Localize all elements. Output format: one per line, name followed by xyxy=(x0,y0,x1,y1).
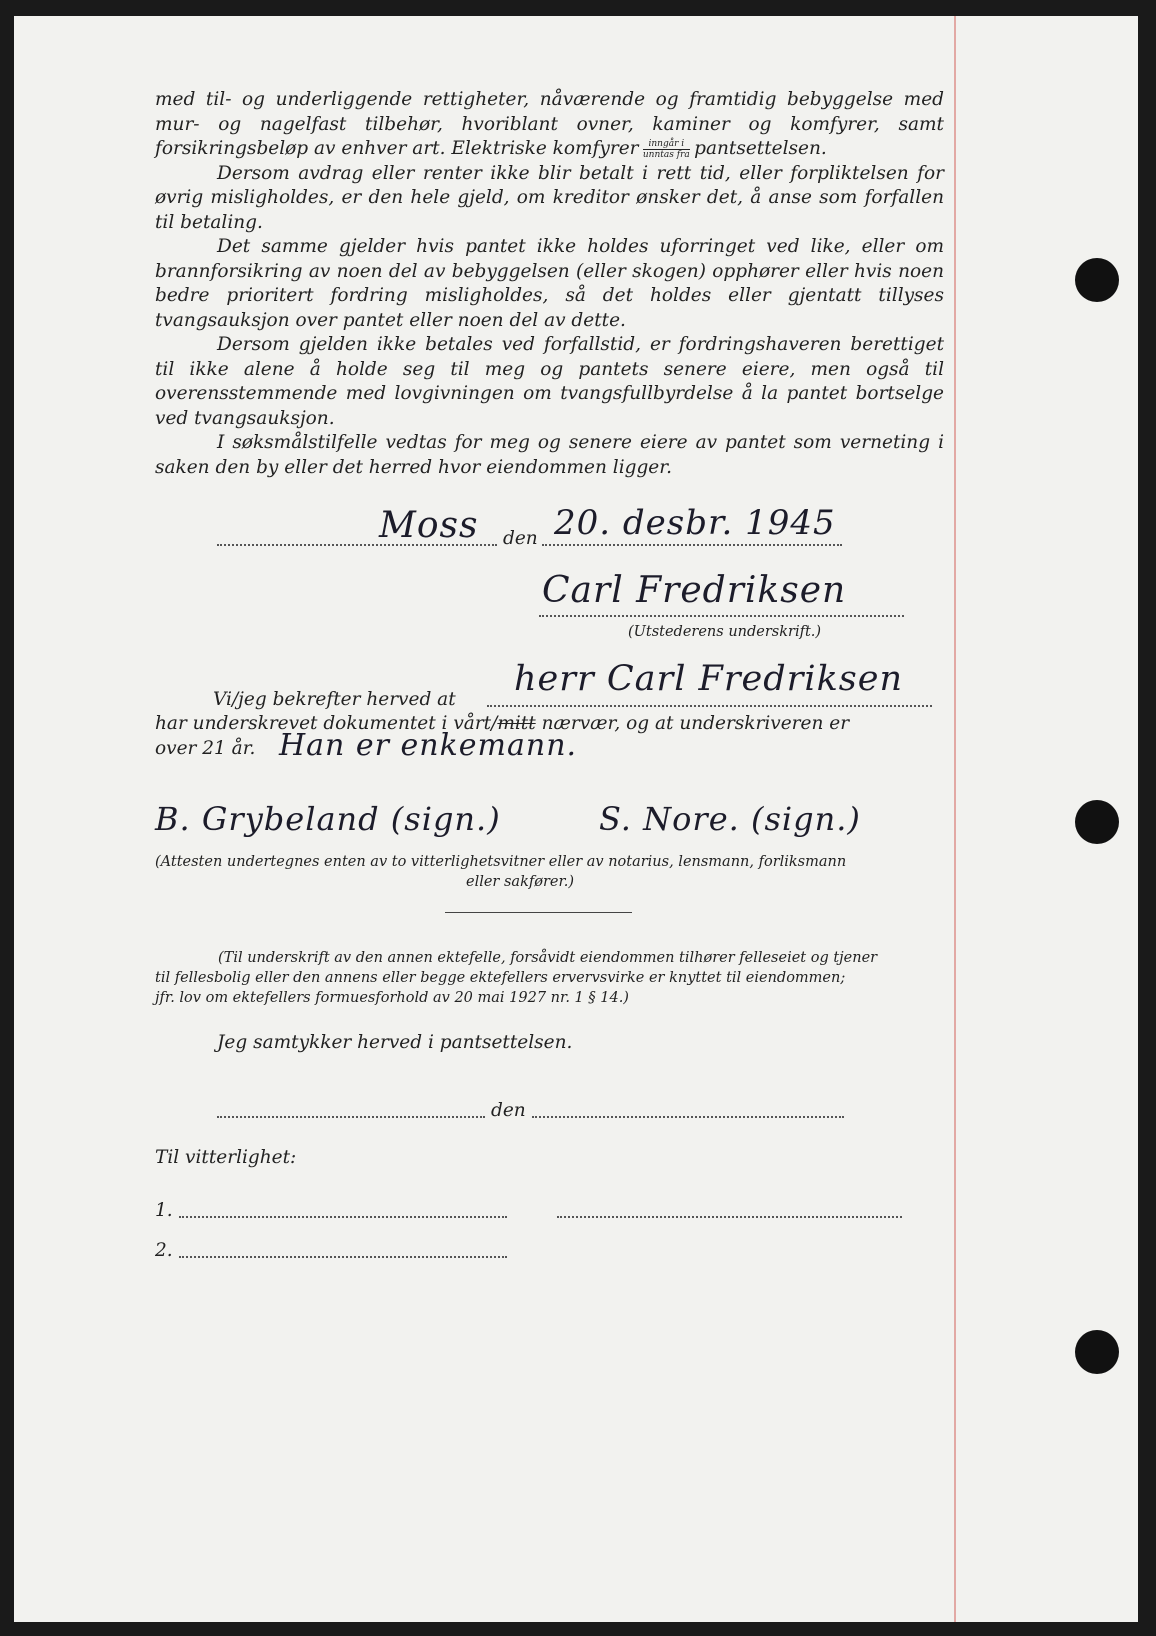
document-page xyxy=(14,16,1138,1622)
signature-dotted-line xyxy=(539,615,904,617)
spouse-note-line-2: til fellesbolig eller den annens eller begge ektefellers ervervsvirke er knyttet til eiendommen; xyxy=(155,970,846,986)
punch-hole xyxy=(1075,258,1119,302)
witness-line-1-left xyxy=(179,1216,507,1218)
consent-den-label: den xyxy=(491,1100,526,1121)
witness-1-signature: B. Grybeland (sign.) xyxy=(155,800,501,838)
spouse-note-line-3: jfr. lov om ektefellers formuesforhold av 20 mai 1927 nr. 1 § 14.) xyxy=(155,990,629,1006)
punch-hole xyxy=(1075,1330,1119,1374)
main-text xyxy=(155,88,944,480)
attest-line-3: over 21 år. xyxy=(155,738,256,759)
paragraph-3: Det samme gjelder hvis pantet ikke holdes uforringet ved like, eller om brannforsikring av noen del av bebyggelsen (eller skogen) opphører eller hvis noen bedre prioritert fordring misligholdes, så det holdes eller gjentatt tillyses tvangsauksjon over pantet eller noen del av dette. xyxy=(155,236,944,331)
witness-caption-line-2: eller sakfører.) xyxy=(466,874,575,890)
paragraph-1-text: med til- og underliggende rettigheter, nåværende og framtidig bebyggelse med mur- og nagelfast tilbehør, hvoriblant ovner, kaminer og komfyrer, samt forsikringsbeløp av enhver art. Elektriske komfyrer xyxy=(155,89,944,159)
date-dotted-line xyxy=(542,544,842,546)
fraction-top: inngår i xyxy=(643,139,691,150)
witness-2-signature: S. Nore. (sign.) xyxy=(599,800,861,838)
witness-line-1-number: 1. xyxy=(155,1200,173,1221)
consent-date-dotted-line xyxy=(532,1116,844,1118)
date-handwriting: 20. desbr. 1945 xyxy=(554,503,836,543)
witness-line-2-number: 2. xyxy=(155,1240,173,1261)
consent-text: Jeg samtykker herved i pantsettelsen. xyxy=(217,1032,573,1053)
attest-line-2-part1: har underskrevet dokumentet i vårt/ xyxy=(155,713,498,734)
attest-note-handwriting: Han er enkemann. xyxy=(279,728,578,763)
attest-name-dotted-line xyxy=(487,705,932,707)
paragraph-2: Dersom avdrag eller renter ikke blir betalt i rett tid, eller forpliktelsen for øvrig misligholdes, er den hele gjeld, om kreditor ønsker det, å anse som forfallen til betaling. xyxy=(155,162,944,233)
paragraph-1-end: pantsettelsen. xyxy=(694,138,827,159)
fraction-bottom: unntas fra xyxy=(642,149,690,160)
margin-rule xyxy=(954,16,956,1622)
witness-line-2-left xyxy=(179,1256,507,1258)
witness-caption-line-1: (Attesten undertegnes enten av to vitterlighetsvitner eller av notarius, lensmann, forliksmann xyxy=(155,854,847,870)
fraction-choice xyxy=(643,139,691,160)
paragraph-1 xyxy=(155,88,944,162)
witness-line-1-right xyxy=(557,1216,902,1218)
vitterlighet-label: Til vitterlighet: xyxy=(155,1147,297,1168)
consent-place-dotted-line xyxy=(217,1116,485,1118)
place-handwriting: Moss xyxy=(379,505,479,546)
den-label: den xyxy=(503,528,538,549)
issuer-signature: Carl Fredriksen xyxy=(542,570,847,611)
punch-hole xyxy=(1075,800,1119,844)
attest-prefix: Vi/jeg bekrefter herved at xyxy=(213,689,456,710)
spouse-note-line-1: (Til underskrift av den annen ektefelle, forsåvidt eiendommen tilhører felleseiet og tjener xyxy=(218,950,878,966)
attest-name-handwriting: herr Carl Fredriksen xyxy=(514,659,904,699)
paragraph-4: Dersom gjelden ikke betales ved forfallstid, er fordringshaveren berettiget til ikke alene å holde seg til meg og pantets senere eiere, men også til overensstemmende med lovgivningen om tvangsfullbyrdelse å la pantet bortselge ved tvangsauksjon. xyxy=(155,334,944,429)
paragraph-5: I søksmålstilfelle vedtas for meg og senere eiere av pantet som verneting i saken den by eller det herred hvor eiendommen ligger. xyxy=(155,432,944,478)
attest-line-2-part2: nærvær, og at underskriveren er xyxy=(541,713,850,734)
struck-word: mitt xyxy=(497,713,536,734)
issuer-caption: (Utstederens underskrift.) xyxy=(628,624,822,640)
section-divider xyxy=(445,912,632,913)
